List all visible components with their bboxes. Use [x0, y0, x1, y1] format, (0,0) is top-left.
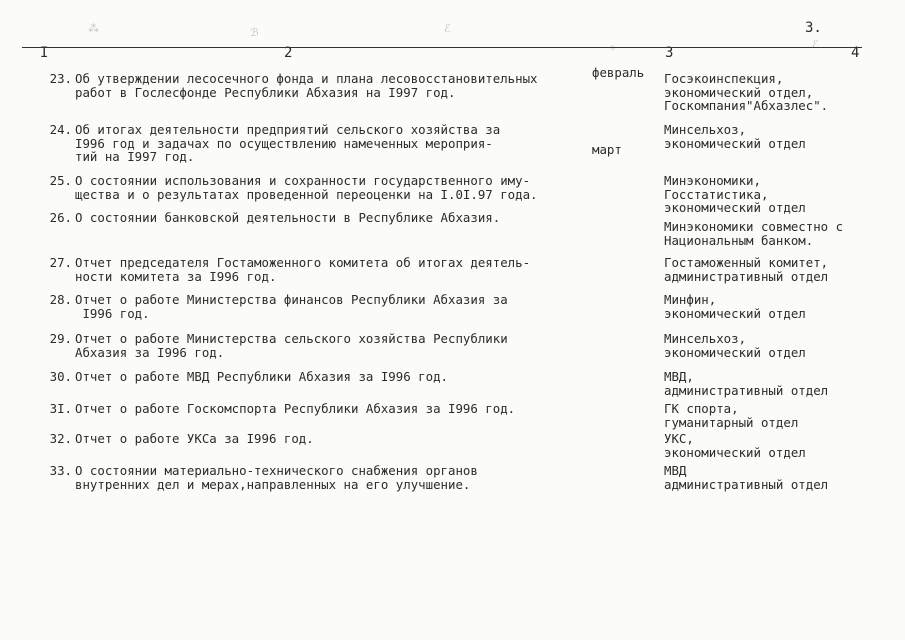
responsible-party: ГК спорта, гуманитарный отдел [664, 401, 799, 430]
item-number: 30. [49, 369, 72, 384]
smudge-mark: ℰ [444, 22, 451, 35]
item-text: Об итогах деятельности предприятий сельского хозяйства за I996 год и задачах по осуществлению намеченных мероприя- тий на I997 год. [75, 122, 501, 164]
item-number: 24. [49, 122, 72, 137]
list-item [40, 402, 575, 416]
list-item [40, 332, 575, 359]
list-item [40, 432, 575, 446]
month-february: февраль [592, 65, 645, 80]
smudge-mark: ℰ [812, 38, 819, 51]
responsible-party: МВД административный отдел [664, 463, 829, 492]
responsible-party: МВД, административный отдел [664, 369, 829, 398]
item-number: 23. [49, 71, 72, 86]
item-number: 26. [49, 210, 72, 225]
responsible-party: Гостаможенный комитет, административный отдел [664, 255, 829, 284]
responsible-party: УКС, экономический отдел [664, 431, 806, 460]
responsible-party: Госэкоинспекция, экономический отдел, Госкомпания"Абхазлес". [664, 71, 829, 113]
list-item [40, 174, 575, 201]
list-item [40, 256, 575, 283]
item-number: 28. [49, 292, 72, 307]
page-number: 3. [805, 20, 822, 36]
item-text: О состоянии материально-технического снабжения органов внутренних дел и мерах,направленных на его улучшение. [75, 463, 478, 492]
column-number-3: 3 [665, 45, 674, 61]
item-text: Отчет о работе Министерства сельского хозяйства Республики Абхазия за I996 год. [75, 331, 508, 360]
item-number: 32. [49, 431, 72, 446]
item-text: Отчет о работе МВД Республики Абхазия за I996 год. [75, 369, 448, 384]
responsible-party: Минсельхоз, экономический отдел [664, 331, 806, 360]
responsible-party: Минэкономики совместно с Национальным банком. [664, 219, 844, 248]
item-number: 25. [49, 173, 72, 188]
item-number: 33. [49, 463, 72, 478]
column-number-1: I [40, 45, 49, 61]
list-item [40, 464, 575, 491]
item-text: Отчет о работе УКСа за I996 год. [75, 431, 314, 446]
item-text: О состоянии банковской деятельности в Республике Абхазия. [75, 210, 501, 225]
list-item [40, 211, 575, 225]
smudge-mark: ℴ [610, 40, 616, 53]
item-text: Отчет председателя Гостаможенного комитета об итогах деятель- ности комитета за I996 год. [75, 255, 531, 284]
item-number: 29. [49, 331, 72, 346]
list-item [40, 72, 575, 99]
smudge-mark: ℬ [250, 26, 259, 39]
item-number: 27. [49, 255, 72, 270]
responsible-party: Минфин, экономический отдел [664, 292, 806, 321]
month-march: март [592, 142, 622, 157]
list-item [40, 293, 575, 320]
list-item [40, 370, 575, 384]
item-text: Отчет о работе Госкомспорта Республики Абхазия за I996 год. [75, 401, 516, 416]
header-rule [22, 47, 862, 48]
responsible-party: Минсельхоз, экономический отдел [664, 122, 806, 151]
item-number: 3I. [49, 401, 72, 416]
column-number-2: 2 [284, 45, 293, 61]
responsible-party: Минэкономики, Госстатистика, экономический отдел [664, 173, 806, 215]
list-item [40, 123, 575, 164]
item-text: Об утверждении лесосечного фонда и плана лесовосстановительных работ в Гослесфонде Республики Абхазия на I997 год. [75, 71, 538, 100]
item-text: Отчет о работе Министерства финансов Республики Абхазия за I996 год. [75, 292, 508, 321]
item-text: О состоянии использования и сохранности государственного иму- щества и о результатах проведенной переоценки на I.0I.97 года. [75, 173, 538, 202]
column-number-4: 4 [851, 45, 860, 61]
smudge-mark: ⁂ [88, 22, 99, 35]
